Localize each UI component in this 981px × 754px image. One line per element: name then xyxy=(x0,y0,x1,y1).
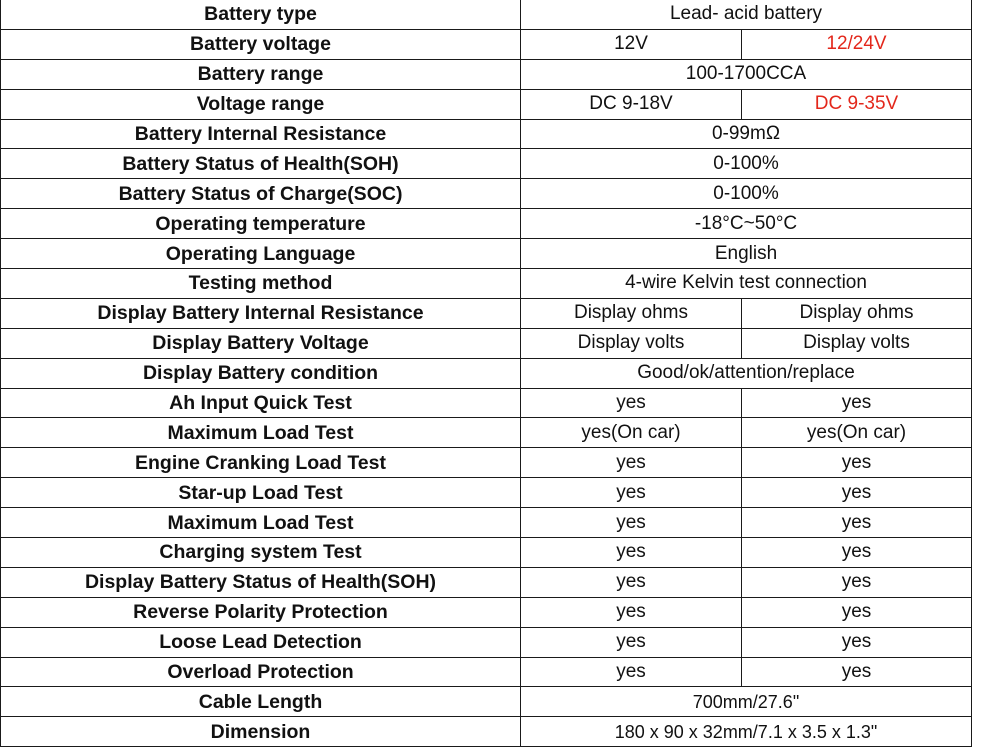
row-value-24v-model: yes xyxy=(742,478,972,508)
row-value-24v-model: yes xyxy=(742,567,972,597)
row-value-24v-model: yes xyxy=(742,448,972,478)
table-row xyxy=(1,358,972,388)
table-row xyxy=(1,119,972,149)
row-label: Battery Internal Resistance xyxy=(1,119,521,149)
row-value-24v-model: yes(On car) xyxy=(742,418,972,448)
table-row xyxy=(1,298,972,328)
table-row xyxy=(1,627,972,657)
row-value-24v-model: Display ohms xyxy=(742,298,972,328)
row-value-24v-model: 12/24V xyxy=(742,29,972,59)
row-label: Ah Input Quick Test xyxy=(1,388,521,418)
row-value: 0-99mΩ xyxy=(521,119,972,149)
row-label: Reverse Polarity Protection xyxy=(1,597,521,627)
table-row xyxy=(1,59,972,89)
row-label: Overload Protection xyxy=(1,657,521,687)
row-value-24v-model: DC 9-35V xyxy=(742,89,972,119)
row-label: Battery Status of Health(SOH) xyxy=(1,149,521,179)
row-label: Battery type xyxy=(1,0,521,29)
row-value-12v-model: yes xyxy=(521,538,742,568)
row-label: Testing method xyxy=(1,269,521,299)
table-row xyxy=(1,418,972,448)
table-row xyxy=(1,657,972,687)
row-label: Star-up Load Test xyxy=(1,478,521,508)
table-row xyxy=(1,567,972,597)
row-value: 0-100% xyxy=(521,149,972,179)
row-value-24v-model: yes xyxy=(742,627,972,657)
row-label: Maximum Load Test xyxy=(1,418,521,448)
row-value-12v-model: yes(On car) xyxy=(521,418,742,448)
row-value-12v-model: yes xyxy=(521,567,742,597)
row-value: 180 x 90 x 32mm/7.1 x 3.5 x 1.3" xyxy=(521,717,972,747)
table-row xyxy=(1,149,972,179)
row-value-24v-model: Display volts xyxy=(742,328,972,358)
row-value-12v-model: yes xyxy=(521,657,742,687)
row-value: 0-100% xyxy=(521,179,972,209)
row-label: Operating temperature xyxy=(1,209,521,239)
table-row xyxy=(1,717,972,747)
row-value: 700mm/27.6" xyxy=(521,687,972,717)
table-row xyxy=(1,269,972,299)
table-row xyxy=(1,538,972,568)
table-row xyxy=(1,448,972,478)
row-label: Loose Lead Detection xyxy=(1,627,521,657)
row-label: Cable Length xyxy=(1,687,521,717)
row-label: Display Battery Status of Health(SOH) xyxy=(1,567,521,597)
row-value-12v-model: yes xyxy=(521,388,742,418)
row-label: Display Battery Voltage xyxy=(1,328,521,358)
table-row xyxy=(1,0,972,29)
row-label: Charging system Test xyxy=(1,538,521,568)
row-label: Display Battery Internal Resistance xyxy=(1,298,521,328)
row-label: Display Battery condition xyxy=(1,358,521,388)
row-value-12v-model: yes xyxy=(521,448,742,478)
table-row xyxy=(1,29,972,59)
table-row xyxy=(1,597,972,627)
row-label: Battery range xyxy=(1,59,521,89)
row-value: 100-1700CCA xyxy=(521,59,972,89)
row-value: Good/ok/attention/replace xyxy=(521,358,972,388)
table-row xyxy=(1,89,972,119)
row-label: Engine Cranking Load Test xyxy=(1,448,521,478)
row-value-12v-model: yes xyxy=(521,508,742,538)
table-row xyxy=(1,179,972,209)
row-value: 4-wire Kelvin test connection xyxy=(521,269,972,299)
row-label: Battery voltage xyxy=(1,29,521,59)
row-label: Voltage range xyxy=(1,89,521,119)
table-row xyxy=(1,328,972,358)
row-value-24v-model: yes xyxy=(742,508,972,538)
row-value: Lead- acid battery xyxy=(521,0,972,29)
row-value-24v-model: yes xyxy=(742,388,972,418)
row-label: Operating Language xyxy=(1,239,521,269)
row-value-12v-model: yes xyxy=(521,597,742,627)
row-value: -18°C~50°C xyxy=(521,209,972,239)
row-value-12v-model: yes xyxy=(521,478,742,508)
row-value: English xyxy=(521,239,972,269)
table-row xyxy=(1,388,972,418)
row-label: Dimension xyxy=(1,717,521,747)
table-row xyxy=(1,508,972,538)
table-row xyxy=(1,478,972,508)
row-label: Battery Status of Charge(SOC) xyxy=(1,179,521,209)
row-value-24v-model: yes xyxy=(742,657,972,687)
row-value-12v-model: yes xyxy=(521,627,742,657)
row-value-12v-model: 12V xyxy=(521,29,742,59)
table-row xyxy=(1,687,972,717)
table-row xyxy=(1,209,972,239)
row-value-24v-model: yes xyxy=(742,538,972,568)
row-label: Maximum Load Test xyxy=(1,508,521,538)
row-value-24v-model: yes xyxy=(742,597,972,627)
row-value-12v-model: DC 9-18V xyxy=(521,89,742,119)
table-row xyxy=(1,239,972,269)
row-value-12v-model: Display volts xyxy=(521,328,742,358)
row-value-12v-model: Display ohms xyxy=(521,298,742,328)
